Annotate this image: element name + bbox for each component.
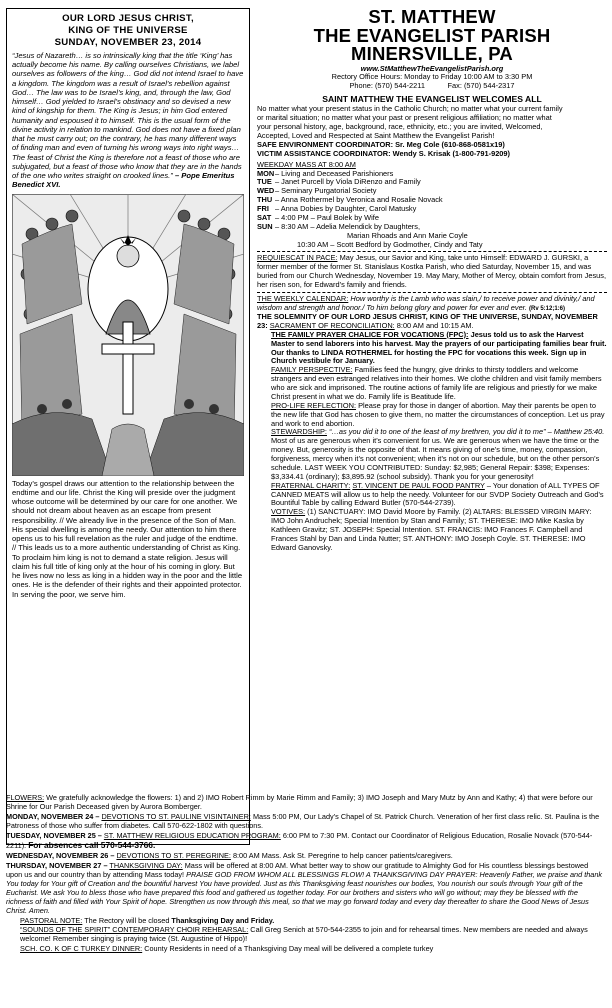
welcome-line: or marital situation; no matter what your past or present religious affiliation; no matter what bbox=[257, 113, 552, 123]
monday: MONDAY, NOVEMBER 24 – DEVOTIONS TO ST. PAULINE VISINTAINER: Mass 5:00 PM, Our Lady’s Chapel of St. Patrick Church. Veneration of her first class relic. St. Paulina is the Patroness of those who suffer from diabetes. Call 570-622-1802 with questions. bbox=[6, 811, 600, 830]
quote-author: – Pope Emeritus Benedict XVI. bbox=[12, 171, 235, 190]
parish-title-3: MINERSVILLE, PA bbox=[351, 43, 513, 64]
parish-website[interactable]: www.StMatthewTheEvangelistParish.org bbox=[360, 63, 504, 73]
divider bbox=[257, 292, 607, 293]
mass-item: SUN – 8:30 AM – Adelia Melendick by Daughters, bbox=[257, 221, 421, 231]
mass-item: THU – Anna Rothermel by Veronica and Rosalie Novack bbox=[257, 195, 443, 205]
phone: Phone: (570) 544-2211 bbox=[349, 81, 425, 91]
quote-text: “Jesus of Nazareth… is so intrinsically king that the title ‘King’ has actually become his name. By calling ourselves Christians, we label ourselves as followers of the king… God did not intend Israel to have a kingdom. The kingdom was a result of Israel’s rebellion against God… The law was to be Israel’s king, and, through the law, God himself… God yielded to Israel’s obstinacy and so devised a new kind of kingship for them. The King is Jesus; in him God entered humanity and espoused it to himself. This is the usual form of the divine activity in relation to mankind. God does not have a fixed plan that he must carry out; on the contrary, he has many different ways of finding man and even of turning his wrong ways into right ways… The feast of Christ the King is therefore not a feast of those who are subjugated, but a feast of those who know that they are in the hands of the one who writes straight on crooked lines.” bbox=[12, 50, 244, 181]
welcome-heading: SAINT MATTHEW THE EVANGELIST WELCOMES ALL bbox=[322, 94, 542, 105]
thursday: THURSDAY, NOVEMBER 27 – THANKSGIVING DAY: Mass will be offered at 8:00 AM. What better way to show our gratitude to Almighty God for His countless blessings bestowed upon us and our country than by attending Mass today! PRAISE GOD FROM WHOM ALL BLESSINGS FLOW! A THANKSGIVING DAY PRAYER: Heavenly Father, we praise and thank You today for Your gift of Creation and the bountiful harvest You have provided. Just as this Thanksgiving feast nourishes our bodies, You nourish our souls through Your gift of the Eucharist. We ask You to bless those who have prepared this food and gathered us together today. For our brothers and sisters who will go without; may they be blessed with the richness of faith and filled with Your Spirit of hope. Strengthen us now through this meal, so that we may go forward today and every day thereafter to share the Good News of Jesus Christ. Amen. bbox=[6, 861, 603, 915]
turkey-dinner: SCH. CO. K OF C TURKEY DINNER: County Residents in need of a Thanksgiving Day meal will be delivered a complete turkey bbox=[20, 944, 434, 954]
votives: VOTIVES: (1) SANCTUARY: IMO David Moore by Family. (2) ALTARS: BLESSED VIRGIN MARY: IMO John Andruchek; Special Intention by Stan and Family; ST. THERESE: IMO Mike Kaska by Kathleen Gravitz; ST. JOSEPH: Special Intention. ST. FRANCIS: IMO Frances F. Campbell and Frances Stahl by Dan and Linda Nutter; ST. ANTHONY: IMO Joseph Coyle. ST. THERESE: IMO Edward Ganovsky. bbox=[271, 507, 592, 552]
safe-environment: SAFE ENVIRONMENT COORDINATOR: Sr. Meg Cole (610-868-0581x19) bbox=[257, 139, 505, 149]
mass-item: SAT – 4:00 PM – Paul Bolek by Wife bbox=[257, 212, 379, 222]
pastoral-note: PASTORAL NOTE: The Rectory will be closed Thanksgiving Day and Friday. bbox=[20, 915, 275, 925]
wednesday: WEDNESDAY, NOVEMBER 26 – DEVOTIONS TO ST. PEREGRINE: 8:00 AM Mass. Ask St. Peregrine to help cancer patients/caregivers. bbox=[6, 851, 453, 861]
contact-line bbox=[257, 82, 607, 91]
welcome-line: Accepted, Loved and Respected at Saint Matthew the Evangelist Parish! bbox=[257, 131, 495, 141]
fpc: THE FAMILY PRAYER CHALICE FOR VOCATIONS (FPC): Jesus told us to ask the Harvest Master to send laborers into his harvest. May the prayers of our participating families bear fruit. Our thanks to LINDA ROTHERMEL for hosting the FPC for vocations this week. Sign up in Church vestibule for January. bbox=[271, 329, 607, 366]
mass-item: FRI – Anna Dobies by Daughter, Carol Matusky bbox=[257, 204, 417, 214]
mass-item: WED – Seminary Purgatorial Society bbox=[257, 186, 377, 196]
requiescat: REQUIESCAT IN PACE: May Jesus, our Savior and King, take unto Himself: EDWARD J. GURSKI, a former member of the former St. Stanislaus Kostka Parish, who died Saturday, November 15, and was buried from our Church Wednesday, November 19. May Mary, Mother of Mercy, obtain comfort from Jesus, her risen son, for Edward’s family and friends. bbox=[257, 253, 606, 290]
benedict-quote bbox=[12, 51, 244, 190]
mass-item: TUE – Janet Purcell by Viola DiRenzo and Family bbox=[257, 177, 421, 187]
mass-sunday-cont: Marian Rhoads and Ann Marie Coyle bbox=[347, 230, 468, 240]
stewardship: STEWARDSHIP: “…as you did it to one of the least of my brethren, you did it to me” – Matthew 25:40. Most of us are generous when it’s convenient for us. We are generous when we have the time or the money. But, generosity is the opposite of that. It means giving of one’s time, money, compassion, forgiveness, mercy when it’s not convenient; when it’s not on our schedule, but on the other person’s schedule. LAST WEEK YOU CONTRIBUTED: Sunday: $2,985; General Repair: $398; Expenses: $3,334.41 (ordinary); $3,895.92 (school subsidy). Thank you for your generosity! bbox=[271, 427, 605, 481]
fraternal-charity: FRATERNAL CHARITY: ST. VINCENT DE PAUL FOOD PANTRY – Your donation of ALL TYPES OF CANNED MEATS will allow us to help the needy. Volunteer for our SVDP Society Outreach and God’s Bountiful Table by calling Edward Butler (570-544-2739). bbox=[271, 480, 604, 508]
mass-item: MON – Living and Deceased Parishioners bbox=[257, 168, 394, 178]
office-hours: Rectory Office Hours: Monday to Friday 10:00 AM to 3:30 PM bbox=[331, 72, 533, 82]
feast-title-2: KING OF THE UNIVERSE bbox=[68, 24, 188, 36]
divider bbox=[257, 251, 607, 252]
feast-title-3: SUNDAY, NOVEMBER 23, 2014 bbox=[54, 36, 202, 48]
fax: Fax: (570) 544-2317 bbox=[447, 81, 515, 91]
parish-title-2: THE EVANGELIST PARISH bbox=[313, 24, 551, 46]
feast-title-1: OUR LORD JESUS CHRIST, bbox=[62, 13, 194, 24]
welcome-line: No matter what your present status in the Catholic Church; no matter what your current family bbox=[257, 104, 563, 114]
bottom-section bbox=[6, 794, 606, 955]
pro-life: PRO-LIFE REFLECTION: Please pray for those in danger of abortion. May their parents be open to the new life that God has chosen to give them, no matter the circumstances of conception. Let us pray and work to end abortion. bbox=[271, 400, 605, 428]
parish-title-1: ST. MATTHEW bbox=[368, 6, 496, 27]
parish-column bbox=[257, 8, 607, 844]
family-perspective: FAMILY PERSPECTIVE: Families feed the hungry, give drinks to thirsty toddlers and welcome strangers and even estranged relatives into their homes. We clothe children and visit family members who are sick and imprisoned. The routine actions of family life are religious and priestly for we make Christ present in what we do. Family life is Beatitude life. bbox=[271, 365, 602, 401]
choir-rehearsal: “SOUNDS OF THE SPIRIT” CONTEMPORARY CHOIR REHEARSAL: Call Greg Senich at 570-544-2355 to join and for rehearsal times. New members are needed and always welcome! Remember singing is praying twice (St. Augustine of Hippo)! bbox=[20, 925, 588, 944]
mass-heading: WEEKDAY MASS AT 8:00 AM bbox=[257, 159, 356, 169]
tuesday: TUESDAY, NOVEMBER 25 – ST. MATTHEW RELIGIOUS EDUCATION PROGRAM: 6:00 PM to 7:30 PM. Contact our Coordinator of Religious Education, Rosalie Novack (570-544-2211). For absences call 570-544-3766. bbox=[6, 830, 593, 851]
christ-the-king-illustration bbox=[12, 194, 244, 476]
welcome-line: your personal history, age, background, race, ethnicity, etc.; you are invited, Welcomed, bbox=[257, 122, 543, 132]
victim-assistance: VICTIM ASSISTANCE COORDINATOR: Wendy S. Krisak (1-800-791-9209) bbox=[257, 148, 510, 158]
feast-box bbox=[6, 8, 250, 845]
gospel-reflection: Today’s gospel draws our attention to the relationship between the endtime and our life. Christ the King will preside over the judgment whose outcome will be determined by our care for one another. We should not dream about heaven as an escape from present responsibility. // We already live in the presence of the Son of Man. His special dwelling is among the needy. Our attention to him there opens us to his full revelation as the ruler and judge of the endtime. // This leads us to a more authentic understanding of Christ as King. To proclaim him king is not to demand a state religion. Jesus will claim his full title of king only at the hour of his coming in glory. But he lives now no less as king in a hidden way in the poor and the little ones. He is the defender of their rights and their appointed protector. In serving the poor, we serve him. bbox=[12, 478, 243, 599]
mass-sunday-1030: 10:30 AM – Scott Bedford by Godmother, Cindy and Taty bbox=[297, 239, 483, 249]
solemnity: THE SOLEMNITY OF OUR LORD JESUS CHRIST, KING OF THE UNIVERSE, SUNDAY, NOVEMBER 23: SACRAMENT OF RECONCILIATION: 8:00 AM and 10:15 AM. bbox=[257, 312, 598, 330]
flowers: FLOWERS: We gratefully acknowledge the flowers: 1) and 2) IMO Robert Rimm by Marie Rimm and Family; 3) IMO Joseph and Mary Mutz by Ann and Kathy; 4) that were before our Shrine for Our Parish Deceased given by Aurora Bomberger. bbox=[6, 793, 593, 811]
weekly-calendar: THE WEEKLY CALENDAR: How worthy is the Lamb who was slain,/ to receive power and divinity,/ and wisdom and strength and honor./ To him belong glory and power for ever and ever. (Rv 5:12;1:6) bbox=[257, 293, 595, 312]
